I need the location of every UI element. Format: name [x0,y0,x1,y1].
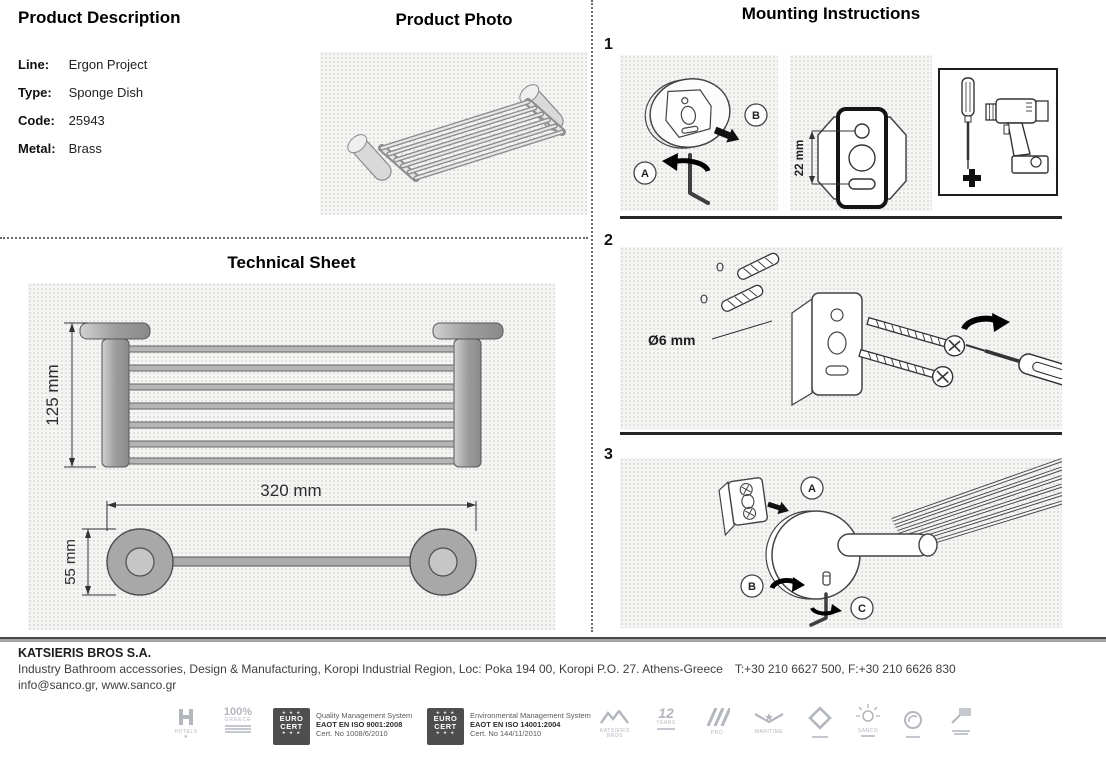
bracket-slot [849,179,875,189]
screw-icon [857,343,955,389]
field-type-value: Sponge Dish [68,85,144,100]
cert-9001-text [316,708,412,745]
direction-arrow-icon [766,498,791,517]
maritime-label: MARITIME [754,728,784,735]
drill-icon [986,99,1048,173]
step1-label-b: B [752,110,760,122]
vertical-divider [591,0,593,632]
chevron-star-icon [754,713,784,725]
maritime-logo [748,712,790,735]
footer-divider-bar [0,637,1106,642]
step1-wallplate-svg [620,55,778,211]
badge-stars-top: ★ ★ ★ [281,710,302,715]
badge-word-euro: EURO [433,714,458,723]
hotels-logo [164,709,208,741]
step3-number: 3 [604,446,613,463]
step1-separator [620,216,1062,219]
step3-panel [620,458,1062,628]
diamond-icon [808,706,832,730]
step3-label-b: B [748,581,756,593]
horizontal-divider [0,237,588,239]
cert-9001-line2: EAOT EN ISO 9001:2008 [316,720,403,729]
swirl-circle-icon [903,710,923,730]
technical-sheet-title: Technical Sheet [227,253,356,272]
years-label: YEARS [656,720,676,727]
dim-width-label: 320 mm [260,481,322,500]
mounting-instructions-title: Mounting Instructions [741,4,921,23]
dim-height-label: 125 mm [43,364,62,426]
field-code [18,113,105,128]
step1-label-a: A [641,168,649,180]
field-code-value: 25943 [68,113,105,128]
badge-stars-bottom: ★ ★ ★ [435,730,456,735]
greece-label: GREECE [224,717,252,724]
hotels-star: ★ [183,734,189,741]
grid-icon [950,708,972,724]
mountains-icon [600,710,630,724]
step2-panel [620,247,1062,429]
sponge-dish-render-image [320,52,588,215]
wall-anchor-icon [701,252,780,313]
footer-contact: info@sanco.gr, www.sanco.gr [18,678,177,692]
katsieris-bros-logo [592,710,638,740]
katsieris-label1: KATSIERIS [599,727,631,734]
step1-wallplate-panel [620,55,778,211]
footer-phones: T:+30 210 6627 500, F:+30 210 6626 830 [734,662,956,676]
rotate-arrow-icon [964,313,1010,332]
grid-logo [944,708,978,736]
step2-number: 2 [604,232,613,249]
technical-sheet-drawing [28,283,555,630]
step1-tools-svg [940,70,1056,194]
years-number: 12 [658,705,674,721]
step1-dim-label: 22 mm [794,139,806,177]
badge-word-euro: EURO [279,714,304,723]
greece-pct-label: 100% [223,706,253,718]
step3-label-c: C [858,603,866,615]
field-line [18,57,147,72]
step3-svg [620,458,1062,628]
field-line-value: Ergon Project [68,57,148,72]
field-type [18,85,143,100]
bracket-top-hole [855,124,869,138]
technical-drawing-svg [28,283,555,630]
field-type-label: Type: [18,85,52,100]
wall-plate-shape [640,73,736,155]
eurocert-badge-icon [427,708,464,745]
width-dimension [107,501,476,531]
cert-9001-line1: Quality Management System [316,711,413,720]
step1-bracket-svg [790,55,932,211]
step2-bracket-shape [792,293,862,405]
katsieris-label2: BROS [606,733,624,740]
phillips-cross-icon [963,169,981,187]
product-photo-title: Product Photo [395,10,513,29]
bracket-center-hole [849,145,875,171]
diagonal-stripes-icon [704,708,730,726]
swirl-logo [898,710,928,739]
badge-word-cert: CERT [434,722,457,731]
field-metal-value: Brass [68,141,102,156]
dim-diameter-label: 55 mm [62,539,79,585]
top-view-shape [107,529,476,595]
badge-word-cert: CERT [280,722,303,731]
diamond-logo [804,706,836,739]
product-description-title: Product Description [18,8,181,27]
stripes-logo [700,708,734,736]
hotels-h-icon [177,709,195,725]
field-metal [18,141,102,156]
sun-icon [856,704,880,724]
step1-bracket-panel [790,55,932,211]
hotels-label: HOTELS [174,728,198,735]
step2-separator [620,432,1062,435]
field-line-label: Line: [18,57,50,72]
footer-address-line [18,662,1098,676]
stripes-label: PRO [710,729,724,736]
greece-logo [216,706,260,734]
screw-icon [865,311,967,358]
eurocert-badge-icon [273,708,310,745]
footer-address: Industry Bathroom accessories, Design & Manufacturing, Koropi Industrial Region, Loc: Poka 194 00, Koropi P.O. 27. Athens-Greece [18,662,723,676]
sanco-sun-logo [850,704,886,738]
badge-stars-top: ★ ★ ★ [435,710,456,715]
cert-iso-14001 [427,708,591,745]
years-logo [648,706,684,731]
cert-9001-line3: Cert. No 1008/6/2010 [316,729,388,738]
cert-14001-line1: Environmental Management System [470,711,591,720]
step3-label-a: A [808,483,816,495]
cert-iso-9001 [273,708,412,745]
cert-14001-line3: Cert. No 144/11/2010 [470,729,542,738]
step3-bracket-shape [718,477,769,535]
step1-number: 1 [604,36,613,53]
anchor-leader-line [712,321,772,339]
field-code-label: Code: [18,113,55,128]
screwdriver-icon [962,78,974,169]
front-view-shape [80,323,503,467]
product-photo [320,52,588,215]
height-dimension [64,323,96,467]
screwdriver-icon [963,335,1062,387]
flange-post-shape [766,511,937,599]
field-metal-label: Metal: [18,141,56,156]
cert-14001-text [470,708,591,745]
step2-svg [620,247,1062,429]
badge-stars-bottom: ★ ★ ★ [281,730,302,735]
step1-tools-panel [938,68,1058,196]
sanco-label: SANCO [857,727,879,734]
rotate-arrow-icon [662,153,708,171]
footer-company: KATSIERIS BROS S.A. [18,646,152,660]
grub-screw-icon [823,572,830,585]
step2-dim-label: Ø6 mm [648,332,696,348]
cert-14001-line2: EAOT EN ISO 14001:2004 [470,720,561,729]
